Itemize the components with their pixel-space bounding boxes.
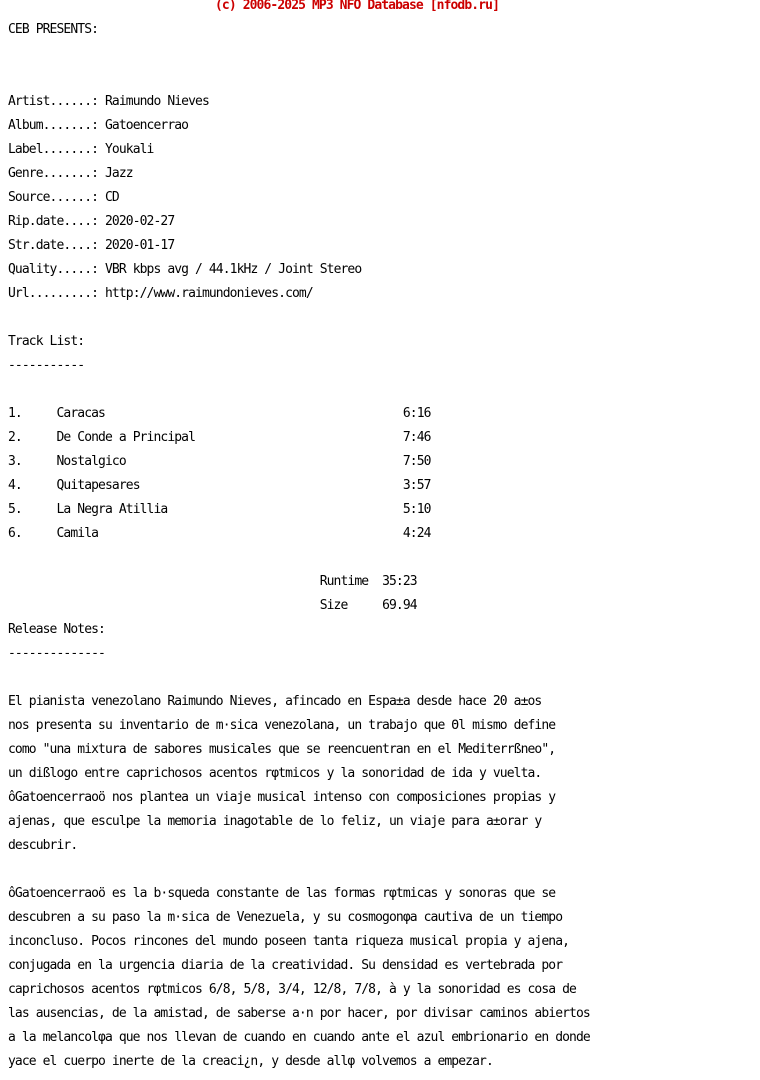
- field-url: [8, 288, 756, 300]
- notes-line: conjugada en la urgencia diaria de la creatividad. Su densidad es vertebrada por: [8, 958, 563, 973]
- track-row: [8, 528, 756, 540]
- size-line: [8, 600, 756, 612]
- notes-underline: --------------: [8, 646, 105, 661]
- field-artist: [8, 96, 756, 108]
- field-genre: [8, 168, 756, 180]
- field-label: Genre.......:: [8, 166, 99, 181]
- track-title: Nostalgico: [56, 454, 126, 469]
- runtime-value: 35:23: [382, 574, 417, 589]
- notes-line: las ausencias, de la amistad, de saberse a·n por hacer, por divisar caminos abiertos: [8, 1006, 590, 1021]
- field-value: 2020-02-27: [104, 214, 175, 229]
- track-time: 7:46: [402, 430, 431, 445]
- notes-line: ajenas, que esculpe la memoria inagotable de lo feliz, un viaje para a±orar y: [8, 814, 542, 829]
- field-quality: [8, 264, 756, 276]
- notes-heading: Release Notes:: [8, 622, 105, 637]
- site-header-link[interactable]: (c) 2006-2025 MP3 NFO Database [nfodb.ru]: [215, 0, 499, 13]
- field-label-name: [8, 144, 756, 156]
- field-value: Raimundo Nieves: [104, 94, 209, 109]
- track-title: La Negra Atillia: [56, 502, 168, 517]
- field-value: Jazz: [104, 166, 133, 181]
- notes-line: inconcluso. Pocos rincones del mundo poseen tanta riqueza musical propia y ajena,: [8, 934, 570, 949]
- field-label: Album.......:: [8, 118, 99, 133]
- field-album: [8, 120, 756, 132]
- field-value: http://www.raimundonieves.com/: [104, 286, 313, 301]
- field-rip-date: [8, 216, 756, 228]
- track-time: 6:16: [402, 406, 431, 421]
- field-str-date: [8, 240, 756, 252]
- track-row: [8, 456, 756, 468]
- notes-line: ôGatoencerraoö es la b·squeda constante de las formas rφtmicas y sonoras que se: [8, 886, 556, 901]
- field-label: Rip.date....:: [8, 214, 99, 229]
- track-time: 5:10: [402, 502, 431, 517]
- field-value: Youkali: [104, 142, 154, 157]
- nfo-text: [8, 12, 756, 1080]
- field-value: CD: [104, 190, 119, 205]
- notes-line: descubrir.: [8, 838, 78, 853]
- track-row: [8, 504, 756, 516]
- track-title: Quitapesares: [56, 478, 140, 493]
- presenter-line: CEB PRESENTS:: [8, 22, 99, 37]
- notes-line: El pianista venezolano Raimundo Nieves, afincado en Espa±a desde hace 20 a±os: [8, 694, 542, 709]
- track-row: [8, 408, 756, 420]
- field-label: Source......:: [8, 190, 99, 205]
- track-number: 6.: [8, 526, 22, 541]
- track-number: 3.: [8, 454, 22, 469]
- blank-line: [8, 72, 756, 84]
- track-row: [8, 480, 756, 492]
- notes-line: un dißlogo entre caprichosos acentos rφtmicos y la sonoridad de ida y vuelta.: [8, 766, 542, 781]
- notes-line: nos presenta su inventario de m·sica venezolana, un trabajo que Θl mismo define: [8, 718, 556, 733]
- size-label: Size: [319, 598, 348, 613]
- notes-line: descubren a su paso la m·sica de Venezuela, y su cosmogonφa cautiva de un tiempo: [8, 910, 563, 925]
- notes-line: como "una mixtura de sabores musicales que se reencuentran en el Mediterrßneo",: [8, 742, 556, 757]
- runtime-label: Runtime: [319, 574, 369, 589]
- field-label: Str.date....:: [8, 238, 99, 253]
- field-label: Url.........:: [8, 286, 99, 301]
- track-time: 3:57: [402, 478, 431, 493]
- track-number: 1.: [8, 406, 22, 421]
- track-number: 2.: [8, 430, 22, 445]
- track-time: 4:24: [402, 526, 431, 541]
- blank-line: [8, 48, 756, 60]
- track-number: 4.: [8, 478, 22, 493]
- field-source: [8, 192, 756, 204]
- blank-line: [8, 384, 756, 396]
- field-value: 2020-01-17: [104, 238, 175, 253]
- track-title: De Conde a Principal: [56, 430, 196, 445]
- field-value: Gatoencerrao: [104, 118, 189, 133]
- blank-line: [8, 672, 756, 684]
- track-row: [8, 432, 756, 444]
- size-value: 69.94: [382, 598, 417, 613]
- notes-line: yace el cuerpo inerte de la creaci¿n, y desde allφ volvemos a empezar.: [8, 1054, 493, 1069]
- tracklist-heading: Track List:: [8, 334, 85, 349]
- blank-line: [8, 552, 756, 564]
- blank-line: [8, 312, 756, 324]
- track-time: 7:50: [402, 454, 431, 469]
- field-label: Artist......:: [8, 94, 99, 109]
- field-value: VBR kbps avg / 44.1kHz / Joint Stereo: [104, 262, 362, 277]
- notes-line: a la melancolφa que nos llevan de cuando en cuando ante el azul embrionario en donde: [8, 1030, 590, 1045]
- tracklist-underline: -----------: [8, 358, 85, 373]
- track-number: 5.: [8, 502, 22, 517]
- field-label: Quality.....:: [8, 262, 99, 277]
- runtime-line: [8, 576, 756, 588]
- blank-line: [8, 864, 756, 876]
- track-title: Camila: [56, 526, 99, 541]
- notes-line: ôGatoencerraoö nos plantea un viaje musical intenso con composiciones propias y: [8, 790, 556, 805]
- notes-line: caprichosos acentos rφtmicos 6/8, 5/8, 3/4, 12/8, 7/8, à y la sonoridad es cosa de: [8, 982, 576, 997]
- field-label: Label.......:: [8, 142, 99, 157]
- track-title: Caracas: [56, 406, 105, 421]
